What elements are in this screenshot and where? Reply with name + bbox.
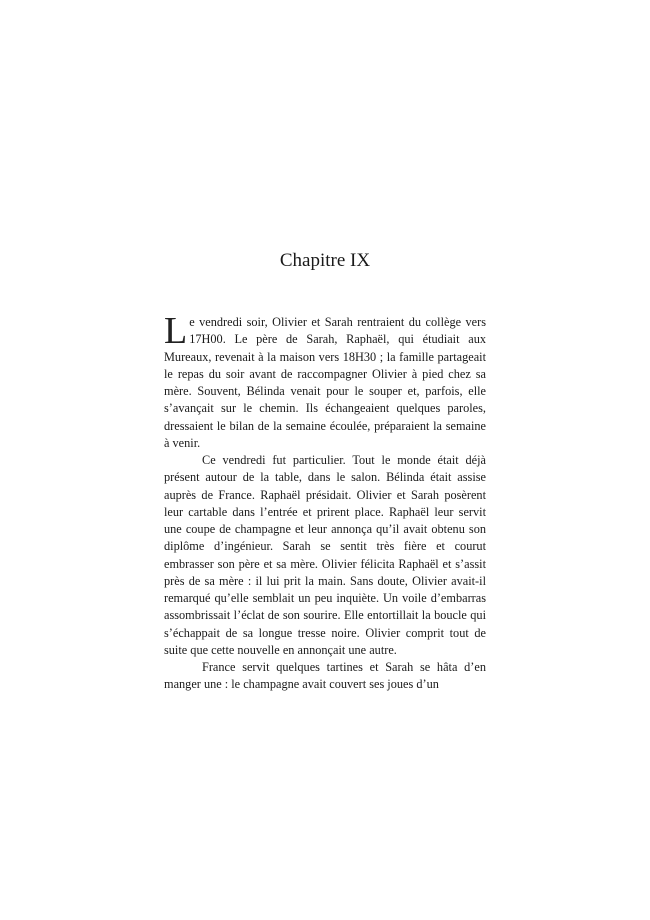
paragraph-1-text: e vendredi soir, Olivier et Sarah rentraient du collège vers 17H00. Le père de Sarah, Raphaël, qui étudiait aux Mureaux, revenait à la maison vers 18H30 ; la famille partageait le repas du soir avant de raccompagner Olivier à pied chez sa mère. Souvent, Bélinda venait pour le souper et, parfois, elle s’avançait sur le chemin. Ils échangeaient quelques paroles, dressaient le bilan de la semaine écoulée, préparaient la semaine à venir. (164, 315, 486, 450)
drop-cap: L (164, 310, 188, 352)
paragraph-2: Ce vendredi fut particulier. Tout le monde était déjà présent autour de la table, dans le salon. Bélinda était assise auprès de France. Raphaël présidait. Olivier et Sarah posèrent leur cartable dans l’entrée et prirent place. Raphaël leur servit une coupe de champagne et leur annonça qu’il avait obtenu son diplôme d’ingénieur. Sarah se sentit très fière et courut embrasser son père et sa mère. Olivier félicita Raphaël et s’assit près de sa mère : il lui prit la main. Sans doute, Olivier avait-il remarqué qu’elle semblait un peu inquiète. Un voile d’embarras assombrissait l’éclat de son sourire. Elle entortillait la boucle qui s’échappait de sa longue tresse noire. Olivier comprit tout de suite que cette nouvelle en annonçait une autre. (164, 453, 486, 657)
paragraph-3: France servit quelques tartines et Sarah se hâta d’en manger une : le champagne avait couvert ses joues d’un (164, 660, 486, 692)
body-text (164, 310, 486, 694)
paragraph-1 (164, 310, 486, 452)
chapter-title: Chapitre IX (279, 250, 371, 271)
